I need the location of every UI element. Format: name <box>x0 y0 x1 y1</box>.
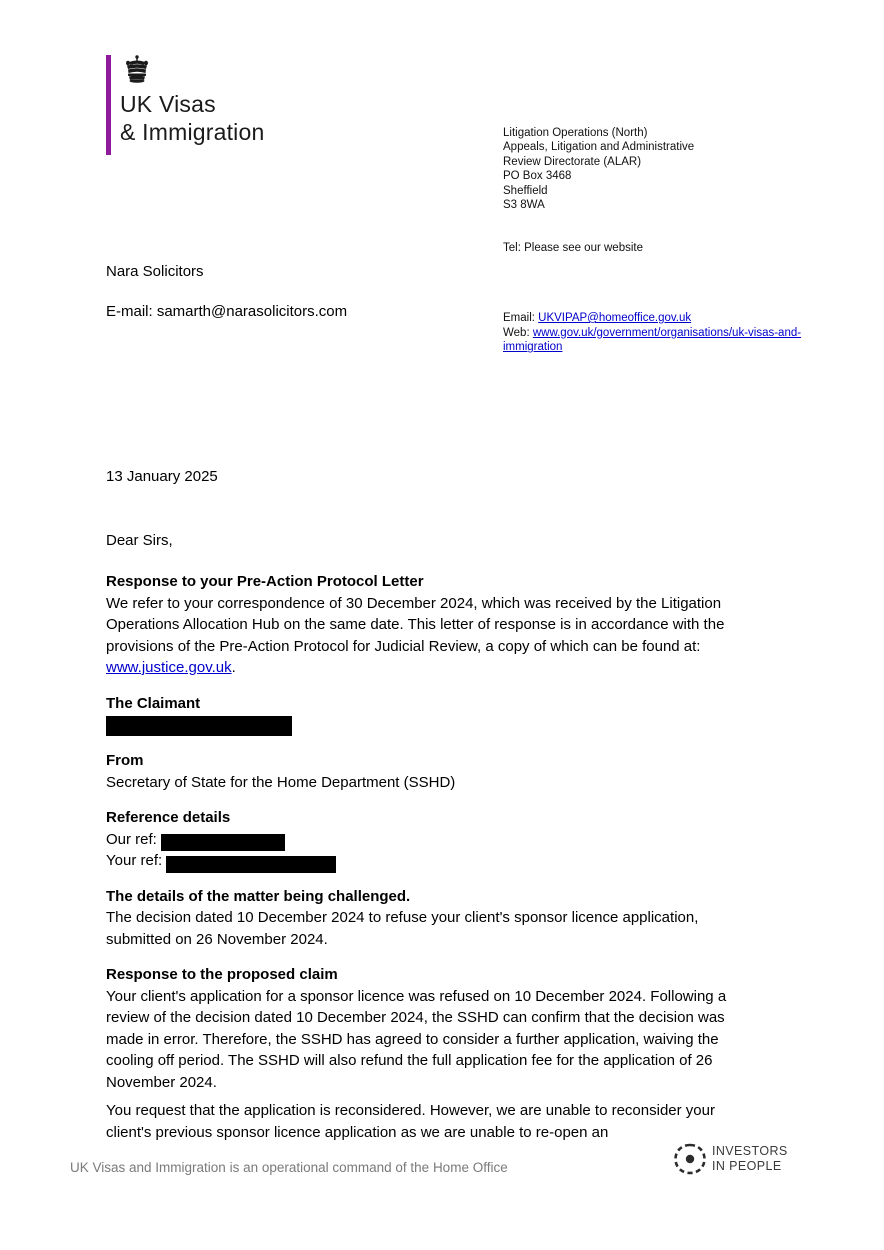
recipient-name: Nara Solicitors <box>106 263 204 280</box>
badge-line-1: INVESTORS <box>712 1144 788 1158</box>
footer-text: UK Visas and Immigration is an operational command of the Home Office <box>70 1160 508 1175</box>
email-label: Email: <box>503 312 539 324</box>
section-proposed-claim <box>106 964 751 1143</box>
web-label: Web: <box>503 326 533 339</box>
email-link[interactable]: UKVIPAP@homeoffice.gov.uk <box>538 312 692 324</box>
section-response-heading: Response to your Pre-Action Protocol Letter <box>106 573 424 590</box>
response-body-text: We refer to your correspondence of 30 December 2024, which was received by the Litigation Operations Allocation Hub on the same date. This letter of response is in accordance with the provisions of the Pre-Action Protocol for Judicial Review, a copy of which can be found at: <box>106 594 725 655</box>
sender-contact-block <box>503 311 848 355</box>
sender-email-row <box>503 311 848 326</box>
section-response <box>106 571 751 679</box>
section-from-body: Secretary of State for the Home Department (SSHD) <box>106 773 456 791</box>
paragraph-gap <box>106 1093 751 1100</box>
justice-link[interactable]: www.justice.gov.uk <box>106 659 232 676</box>
section-claimant <box>106 693 751 737</box>
investors-in-people-icon <box>672 1142 708 1176</box>
salutation: Dear Sirs, <box>106 532 173 549</box>
section-proposed-claim-body-1: Your client's application for a sponsor licence was refused on 10 December 2024. Following a review of the decision dated 10 December 2024, the SSHD can confirm that the decision was made in error. Therefore, the SSHD has agreed to consider a further application, waiving the cooling off period. The SSHD will also refund the full application fee for the application of 26 November 2024. <box>106 987 727 1091</box>
address-line-5: Sheffield <box>503 184 548 197</box>
section-response-body <box>106 593 751 679</box>
web-link[interactable]: www.gov.uk/government/organisations/uk-visas-and-immigration <box>503 326 802 354</box>
brand-line-2: & Immigration <box>120 119 265 145</box>
letter-date: 13 January 2025 <box>106 468 218 485</box>
section-details-body: The decision dated 10 December 2024 to refuse your client's sponsor licence application, submitted on 26 November 2024. <box>106 909 699 948</box>
section-proposed-claim-body-2: You request that the application is reconsidered. However, we are unable to reconsider your client's previous sponsor licence application as we are unable to re-open an <box>106 1102 715 1141</box>
badge-line-2: IN PEOPLE <box>712 1158 782 1173</box>
section-reference <box>106 807 751 872</box>
brand-accent-bar <box>106 55 111 155</box>
redacted-claimant-name <box>106 716 292 736</box>
your-ref-label: Your ref: <box>106 852 163 870</box>
royal-crown-icon <box>122 55 152 83</box>
our-ref-row <box>106 829 751 851</box>
letterhead <box>106 55 406 146</box>
address-line-6: S3 8WA <box>503 199 545 212</box>
brand-line-1: UK Visas <box>120 91 216 117</box>
section-proposed-claim-heading: Response to the proposed claim <box>106 966 338 984</box>
investors-in-people-text <box>712 1144 788 1173</box>
recipient-email: E-mail: samarth@narasolicitors.com <box>106 303 348 320</box>
letter-body <box>106 571 751 1157</box>
our-ref-label: Our ref: <box>106 830 157 848</box>
investors-in-people-badge <box>672 1142 807 1176</box>
redacted-your-ref <box>166 856 336 873</box>
section-from-heading: From <box>106 752 144 770</box>
section-details <box>106 886 751 951</box>
address-line-2: Appeals, Litigation and Administrative <box>503 141 695 154</box>
address-line-3: Review Directorate (ALAR) <box>503 155 642 168</box>
response-body-period: . <box>231 659 236 676</box>
your-ref-row <box>106 850 751 872</box>
redacted-our-ref <box>161 834 285 851</box>
address-line-4: PO Box 3468 <box>503 170 572 183</box>
section-details-heading: The details of the matter being challenged. <box>106 887 411 905</box>
section-from <box>106 750 751 793</box>
sender-telephone: Tel: Please see our website <box>503 242 643 254</box>
sender-address-block <box>503 126 843 212</box>
address-line-1: Litigation Operations (North) <box>503 127 648 139</box>
section-reference-heading: Reference details <box>106 809 231 827</box>
section-claimant-heading: The Claimant <box>106 694 201 712</box>
sender-web-row <box>503 326 848 355</box>
